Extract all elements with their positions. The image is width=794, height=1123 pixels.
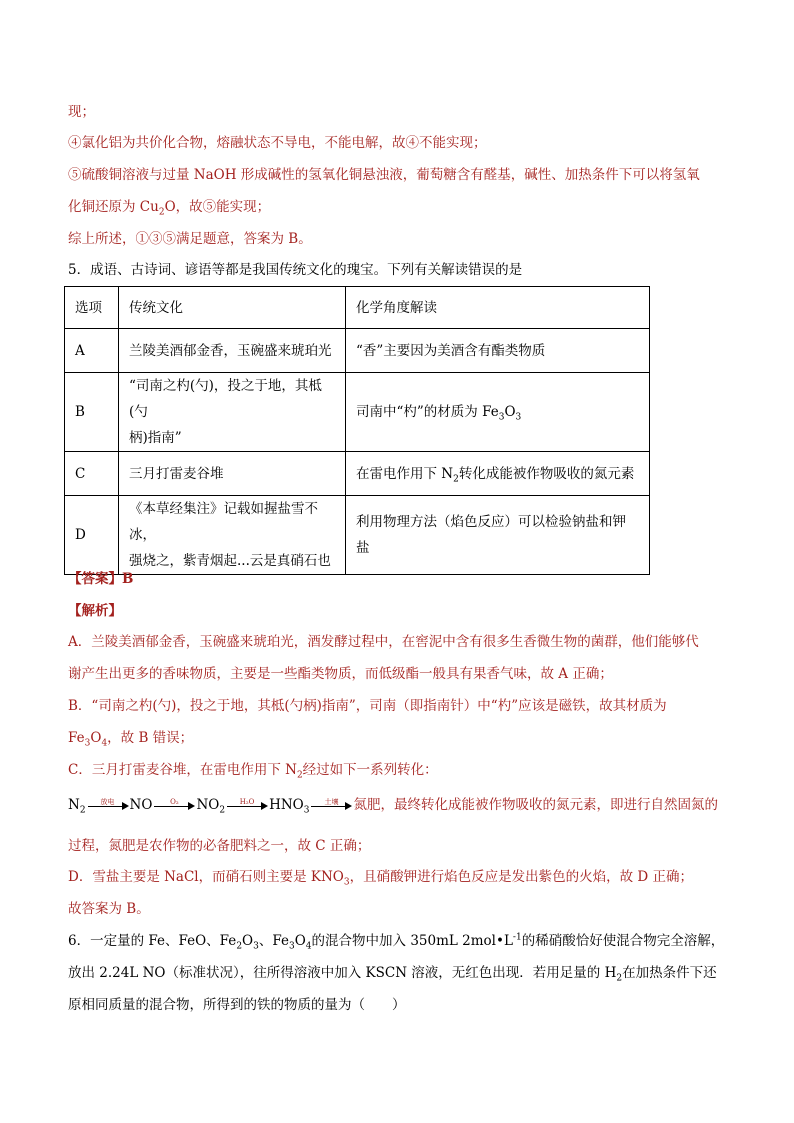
arrow-water: H₂O: [225, 799, 269, 813]
culture-cell: 兰陵美酒郁金香，玉碗盛来琥珀光: [119, 329, 346, 373]
question-5-table: [64, 286, 650, 575]
analysis-c-line-1: C．三月打雷麦谷堆，在雷电作用下 $N_2$经过如下一系列转化：: [68, 762, 438, 781]
question-6-line-2: 放出 2.24L NO（标准状况），往所得溶液中加入 KSCN 溶液，无红色出现．若用足量的 $H_2$在加热条件下还: [68, 965, 717, 984]
prev-line-3: ⑤硫酸铜溶液与过量 NaOH 形成碱性的氢氧化铜悬浊液，葡萄糖含有醛基，碱性、加热条件下可以将氢氧: [68, 167, 700, 183]
question-6-line-1: 6．一定量的 Fe、FeO、$Fe_2O_3$、$Fe_3O_4$的混合物中加入 350mL $2mol•L^{-1}$的稀硝酸恰好使混合物完全溶解，: [68, 932, 725, 952]
analysis-a-line-2: 谢产生出更多的香味物质，主要是一些酯类物质，而低级酯一般具有果香气味，故 A 正确；: [68, 666, 613, 682]
arrow-soil: 土壤: [309, 799, 353, 813]
header-option: 选项: [65, 287, 119, 329]
analysis-a-line-1: A．兰陵美酒郁金香，玉碗盛来琥珀光，酒发酵过程中，在窖泥中含有很多生香微生物的菌群，他们能够代: [68, 634, 699, 650]
analysis-b-line-1: B．“司南之杓(勺)，投之于地，其柢(勺柄)指南”，司南（即指南针）中“杓”应该是磁铁，故其材质为: [68, 698, 667, 714]
analysis-d-line-1: D．雪盐主要是 NaCl，而硝石则主要是 $KNO_3$，且硝酸钾进行焰色反应是发出紫色的火焰，故 D 正确；: [68, 869, 694, 888]
prev-line-1: 现；: [68, 104, 95, 120]
table-row: [65, 329, 650, 373]
analysis-label: 【解析】: [68, 603, 122, 619]
prev-conclusion: 综上所述，①③⑤满足题意，答案为 B。: [68, 231, 312, 247]
header-culture: 传统文化: [119, 287, 346, 329]
culture-cell: 《本草经集注》记载如握盐雪不冰， 强烧之，紫青烟起...云是真硝石也: [119, 496, 346, 575]
question-5-stem: 5．成语、古诗词、谚语等都是我国传统文化的瑰宝。下列有关解读错误的是: [68, 262, 523, 278]
question-6-line-3: 原相同质量的混合物，所得到的铁的物质的量为（ ）: [68, 997, 406, 1013]
answer-label: 【答案】B: [68, 571, 134, 587]
analysis-final: 故答案为 B。: [68, 901, 150, 917]
header-interpretation: 化学角度解读: [346, 287, 650, 329]
interpretation-cell: 利用物理方法（焰色反应）可以检验钠盐和钾盐: [346, 496, 650, 575]
table-row: [65, 452, 650, 496]
option-cell: D: [65, 496, 119, 575]
interpretation-cell: 在雷电作用下 $N_2$转化成能被作物吸收的氮元素: [346, 452, 650, 496]
interpretation-cell: 司南中“杓”的材质为 $Fe_3O_3$: [346, 373, 650, 452]
prev-line-2: ④氯化铝为共价化合物，熔融状态不导电，不能电解，故④不能实现；: [68, 135, 487, 151]
table-row: [65, 373, 650, 452]
table-header-row: [65, 287, 650, 329]
prev-line-4: 化铜还原为 $Cu_2O$，故⑤能实现；: [68, 199, 271, 218]
analysis-b-line-2: $Fe_3O_4$，故 B 错误；: [68, 730, 194, 749]
option-cell: B: [65, 373, 119, 452]
culture-cell: “司南之杓(勺)，投之于地，其柢(勺 柄)指南”: [119, 373, 346, 452]
table-row: [65, 496, 650, 575]
option-cell: A: [65, 329, 119, 373]
option-cell: C: [65, 452, 119, 496]
arrow-oxygen: O₂: [152, 799, 196, 813]
nitrogen-conversion-chain: $N_2$ 放电 NO O₂ $NO_2$ H₂O $HNO_3$ 土壤 氮肥，最终转化成能被作物吸收的氮元素，即进行自然固氮的: [68, 797, 718, 816]
arrow-discharge: 放电: [86, 799, 130, 813]
interpretation-cell: “香”主要因为美酒含有酯类物质: [346, 329, 650, 373]
culture-cell: 三月打雷麦谷堆: [119, 452, 346, 496]
analysis-c-line-3: 过程，氮肥是农作物的必备肥料之一，故 C 正确；: [68, 838, 371, 854]
